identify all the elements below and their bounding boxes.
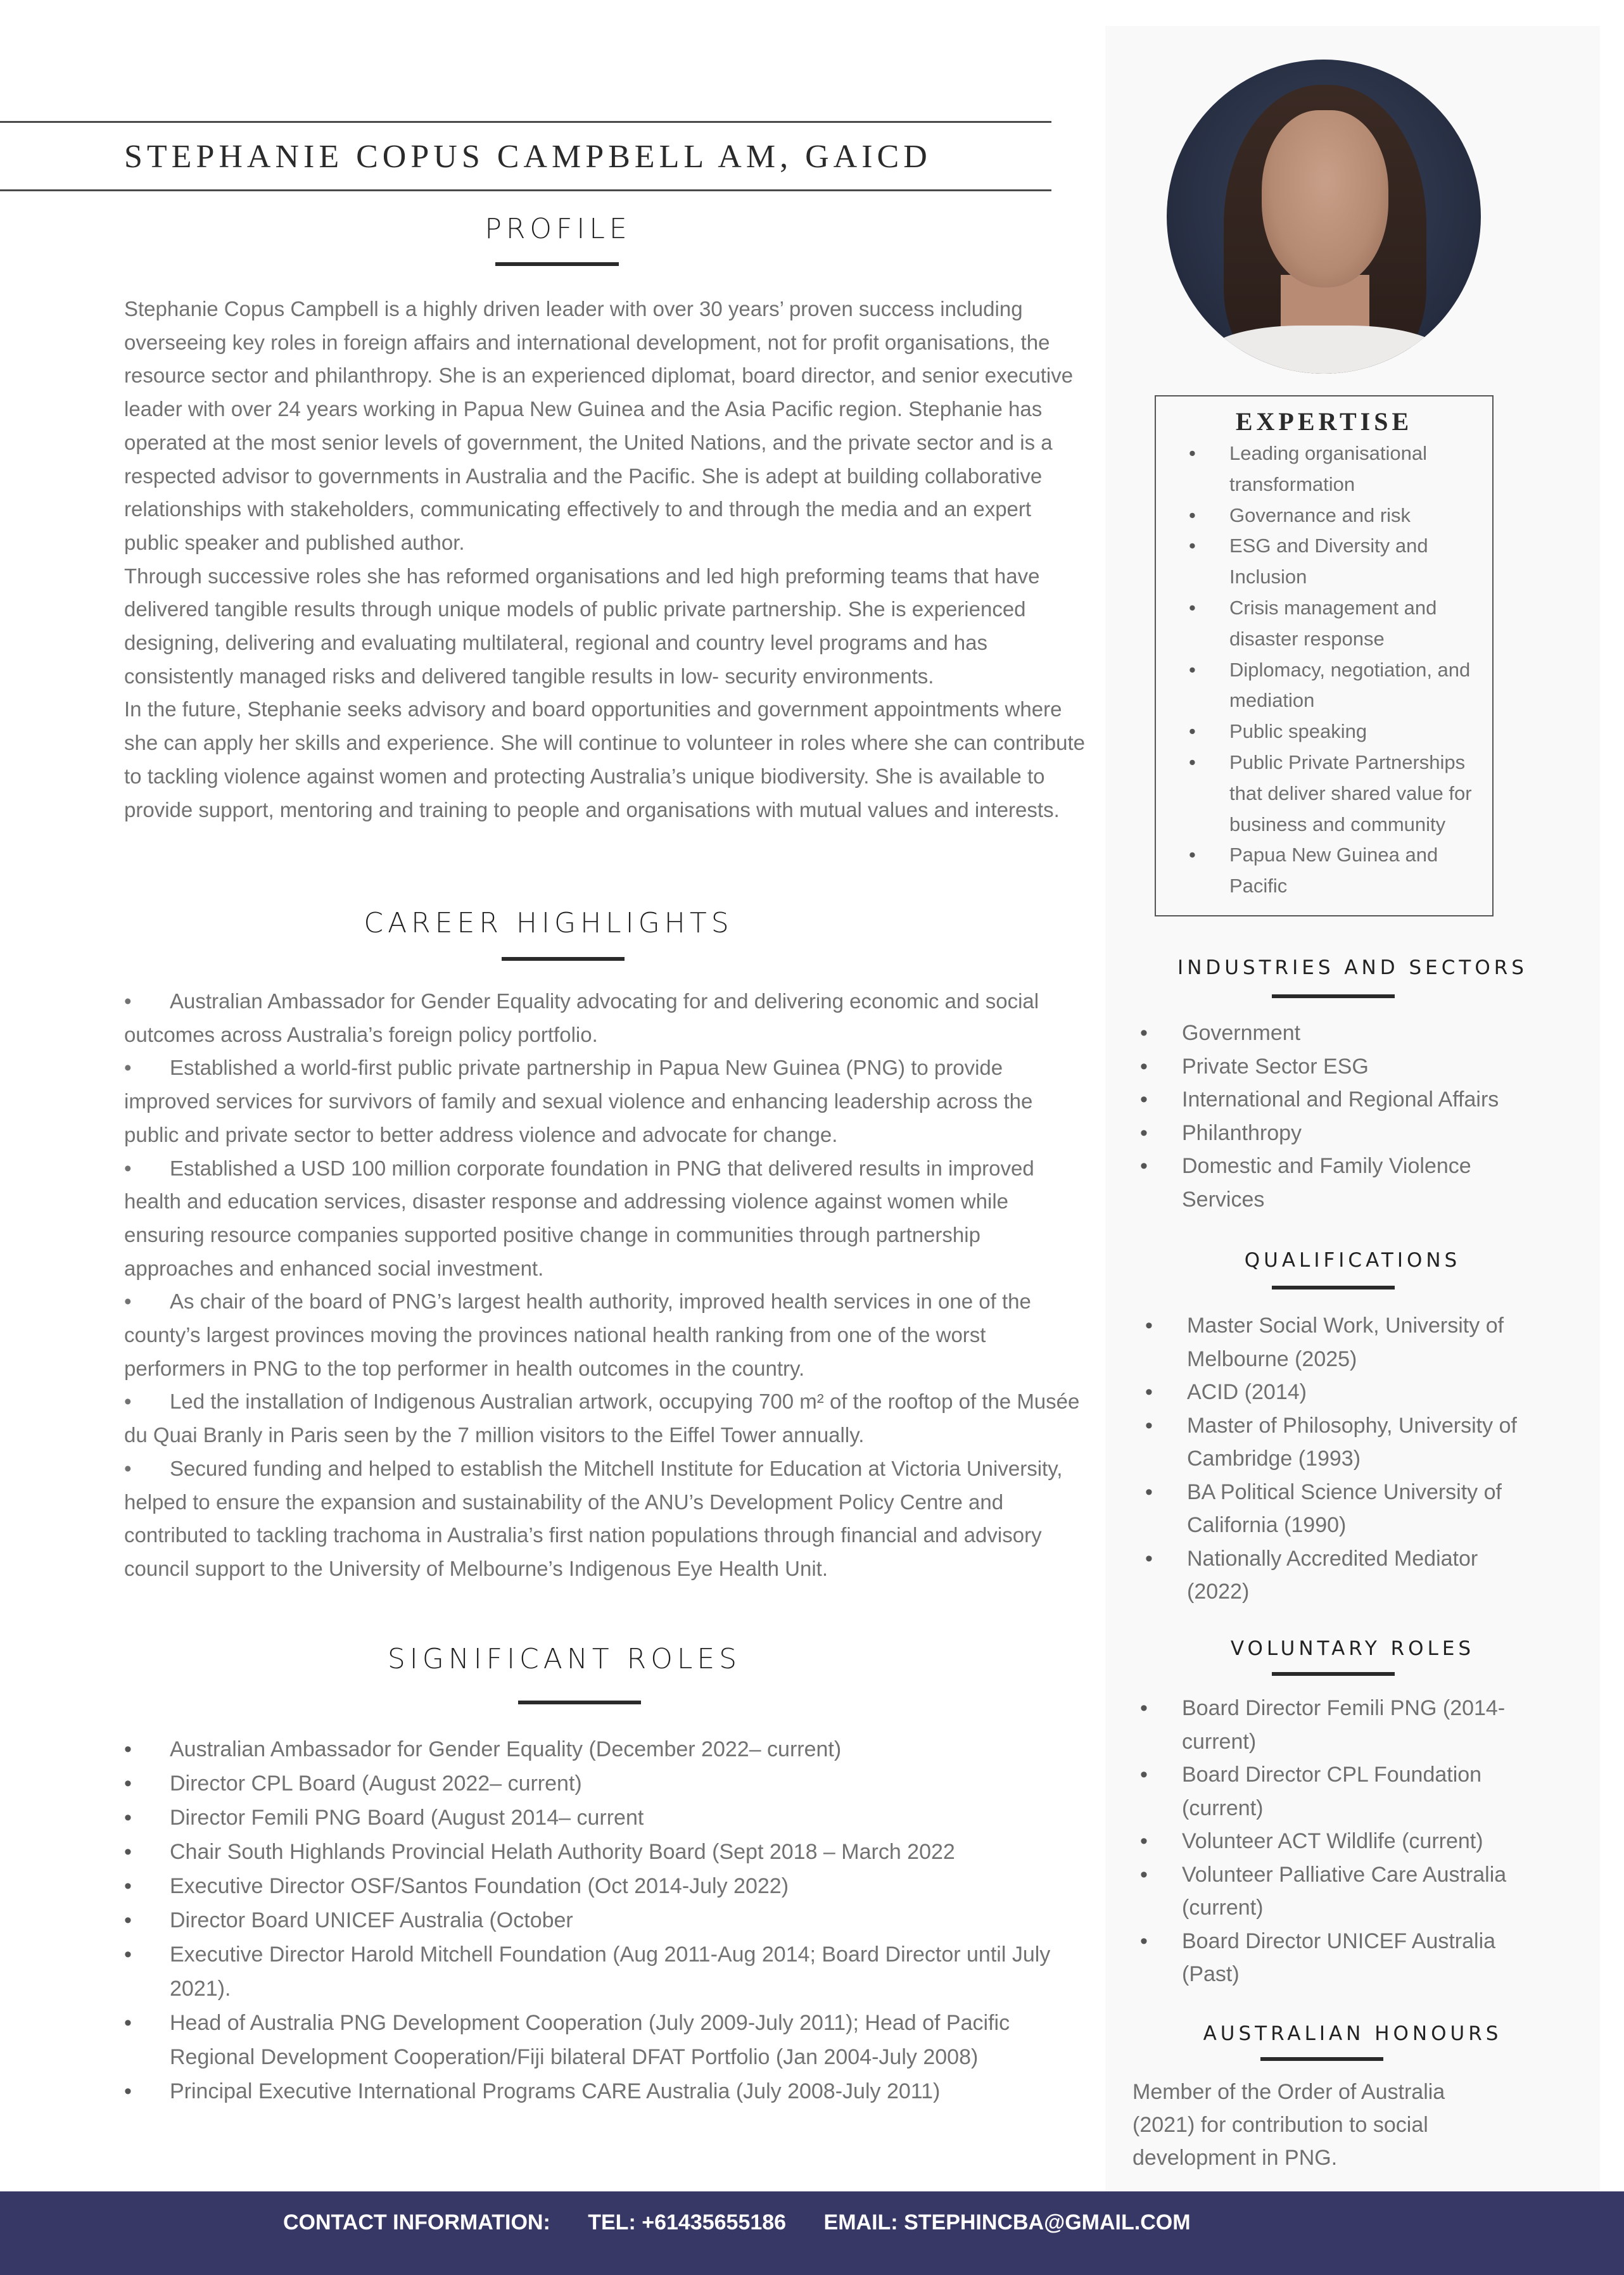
highlight-item: • Led the installation of Indigenous Australian artwork, occupying 700 m² of the rooftop of the Musée du Quai Branly in Paris seen by the 7 million visitors to the Eiffel Tower annually. [124, 1385, 1087, 1452]
honours-underline [1260, 2057, 1383, 2061]
career-highlights-list [124, 985, 1087, 1586]
voluntary-roles-underline [1272, 1672, 1395, 1676]
role-item: • Australian Ambassador for Gender Equality (December 2022– current) [124, 1732, 1100, 1766]
voluntary-item: • Board Director CPL Foundation (current) [1140, 1758, 1520, 1825]
role-item: • Director CPL Board (August 2022– current) [124, 1766, 1100, 1801]
contact-footer [0, 2191, 1624, 2275]
expertise-item: • ESG and Diversity and Inclusion [1189, 531, 1480, 593]
expertise-item: • Governance and risk [1189, 500, 1480, 531]
voluntary-item: • Board Director Femili PNG (2014-current) [1140, 1692, 1520, 1758]
industries-heading: INDUSTRIES AND SECTORS [1177, 956, 1528, 979]
industry-item: • International and Regional Affairs [1140, 1083, 1520, 1117]
highlight-item: • Established a world-first public private partnership in Papua New Guinea (PNG) to provide improved services for survivors of family and sexual violence and enhancing leadership across the public and private sector to better address violence and advocate for change. [124, 1051, 1087, 1151]
role-item: • Principal Executive International Programs CARE Australia (July 2008-July 2011) [124, 2074, 1100, 2108]
industries-underline [1272, 994, 1395, 998]
voluntary-item: • Board Director UNICEF Australia (Past) [1140, 1925, 1520, 1991]
highlight-item: • As chair of the board of PNG’s largest health authority, improved health services in one of the county’s largest provinces moving the provinces national health ranking from one of the worst performers in PNG to the top performer in health outcomes in the country. [124, 1285, 1087, 1385]
profile-underline [495, 262, 619, 266]
bullet-icon: • [124, 1390, 132, 1414]
industry-item: • Domestic and Family Violence Services [1140, 1150, 1520, 1216]
expertise-item: • Leading organisational transformation [1189, 438, 1480, 500]
header-bottom-rule [0, 189, 1051, 191]
bullet-icon: • [124, 1456, 132, 1480]
voluntary-item: • Volunteer Palliative Care Australia (current) [1140, 1858, 1520, 1925]
profile-photo [1167, 60, 1481, 374]
honours-heading: AUSTRALIAN HONOURS [1203, 2022, 1502, 2045]
profile-paragraph: Through successive roles she has reformed organisations and led high preforming teams that have delivered tangible results through unique models of public private partnership. She is experienced designing, delivering and evaluating multilateral, regional and country level programs and has consistently managed risks and delivered tangible results in low- security environments. [124, 564, 1040, 688]
qualification-item: • Master of Philosophy, University of Cambridge (1993) [1145, 1409, 1525, 1476]
qualification-item: • Nationally Accredited Mediator (2022) [1145, 1542, 1525, 1609]
voluntary-roles-list [1140, 1692, 1520, 1991]
bullet-icon: • [124, 1056, 132, 1080]
role-item: • Executive Director OSF/Santos Foundation (Oct 2014-July 2022) [124, 1869, 1100, 1903]
industry-item: • Philanthropy [1140, 1117, 1520, 1150]
contact-label: CONTACT INFORMATION: [283, 2210, 550, 2234]
role-item: • Director Board UNICEF Australia (October [124, 1903, 1100, 1937]
industries-list [1140, 1017, 1520, 1216]
qualifications-underline [1272, 1286, 1395, 1290]
qualifications-list [1145, 1309, 1525, 1609]
role-item: • Director Femili PNG Board (August 2014– current [124, 1801, 1100, 1835]
photo-face [1262, 110, 1388, 288]
contact-info [283, 2210, 1222, 2235]
voluntary-item: • Volunteer ACT Wildlife (current) [1140, 1825, 1520, 1858]
significant-roles-heading: SIGNIFICANT ROLES [387, 1643, 742, 1675]
significant-roles-list [124, 1732, 1100, 2108]
qualification-item: • ACID (2014) [1145, 1376, 1525, 1409]
bullet-icon: • [124, 1156, 132, 1180]
role-item: • Chair South Highlands Provincial Helath Authority Board (Sept 2018 – March 2022 [124, 1835, 1100, 1869]
profile-heading: PROFILE [485, 213, 631, 245]
photo-collar [1205, 326, 1445, 374]
bullet-icon: • [124, 1290, 132, 1314]
profile-paragraph: Stephanie Copus Campbell is a highly driven leader with over 30 years’ proven success including overseeing key roles in foreign affairs and international development, not for profit organisations, the resource sector and philanthropy. She is an experienced diplomat, board director, and senior executive leader with over 24 years working in Papua New Guinea and the Asia Pacific region. Stephanie has operated at the most senior levels of government, the United Nations, and the private sector and is a respected advisor to governments in Australia and the Pacific. She is adept at building collaborative relationships with stakeholders, communicating effectively to and through the media and an expert public speaker and published author. [124, 297, 1074, 554]
bullet-icon: • [124, 989, 132, 1013]
highlight-item: • Established a USD 100 million corporate foundation in PNG that delivered results in improved health and education services, disaster response and addressing violence against women while ensuring resource companies supported positive change in communities through partnership approaches and enhanced social investment. [124, 1152, 1087, 1286]
expertise-box [1155, 395, 1494, 916]
highlight-item: • Secured funding and helped to establish the Mitchell Institute for Education at Victoria University, helped to ensure the expansion and sustainability of the ANU’s Development Policy Centre and contributed to tackling trachoma in Australia’s first nation populations through financial and advisory council support to the University of Melbourne’s Indigenous Eye Health Unit. [124, 1452, 1087, 1586]
expertise-item: • Public speaking [1189, 716, 1480, 747]
industry-item: • Private Sector ESG [1140, 1050, 1520, 1084]
expertise-item: • Crisis management and disaster response [1189, 593, 1480, 655]
qualification-item: • Master Social Work, University of Melbourne (2025) [1145, 1309, 1525, 1376]
candidate-name: STEPHANIE COPUS CAMPBELL AM, GAICD [124, 139, 932, 175]
industry-item: • Government [1140, 1017, 1520, 1050]
role-item: • Head of Australia PNG Development Cooperation (July 2009-July 2011); Head of Pacific Regional Development Cooperation/Fiji bilateral DFAT Portfolio (Jan 2004-July 2008) [124, 2006, 1100, 2074]
header-top-rule [0, 121, 1051, 123]
career-highlights-heading: CAREER HIGHLIGHTS [364, 907, 733, 939]
expertise-item: • Diplomacy, negotiation, and mediation [1189, 655, 1480, 717]
honours-text: Member of the Order of Australia (2021) for contribution to social development in PNG. [1132, 2080, 1445, 2170]
profile-text [124, 293, 1087, 827]
qualifications-heading: QUALIFICATIONS [1244, 1249, 1461, 1272]
highlight-item: • Australian Ambassador for Gender Equality advocating for and delivering economic and social outcomes across Australia’s foreign policy portfolio. [124, 985, 1087, 1051]
expertise-item: • Papua New Guinea and Pacific [1189, 840, 1480, 902]
contact-phone[interactable]: TEL: +61435655186 [588, 2210, 787, 2234]
expertise-item: • Public Private Partnerships that deliver shared value for business and community [1189, 747, 1480, 840]
significant-roles-underline [518, 1701, 641, 1704]
role-item: • Executive Director Harold Mitchell Foundation (Aug 2011-Aug 2014; Board Director until July 2021). [124, 1937, 1100, 2006]
expertise-list [1189, 438, 1480, 902]
qualification-item: • BA Political Science University of California (1990) [1145, 1476, 1525, 1542]
profile-paragraph: In the future, Stephanie seeks advisory and board opportunities and government appointments where she can apply her skills and experience. She will continue to volunteer in roles where she can contribute to tackling violence against women and protecting Australia’s unique biodiversity. She is available to provide support, mentoring and training to people and organisations with mutual values and interests. [124, 697, 1086, 821]
career-highlights-underline [502, 957, 625, 961]
contact-email[interactable]: EMAIL: STEPHINCBA@GMAIL.COM [823, 2210, 1191, 2234]
expertise-heading: EXPERTISE [1235, 407, 1413, 436]
voluntary-roles-heading: VOLUNTARY ROLES [1230, 1637, 1475, 1660]
